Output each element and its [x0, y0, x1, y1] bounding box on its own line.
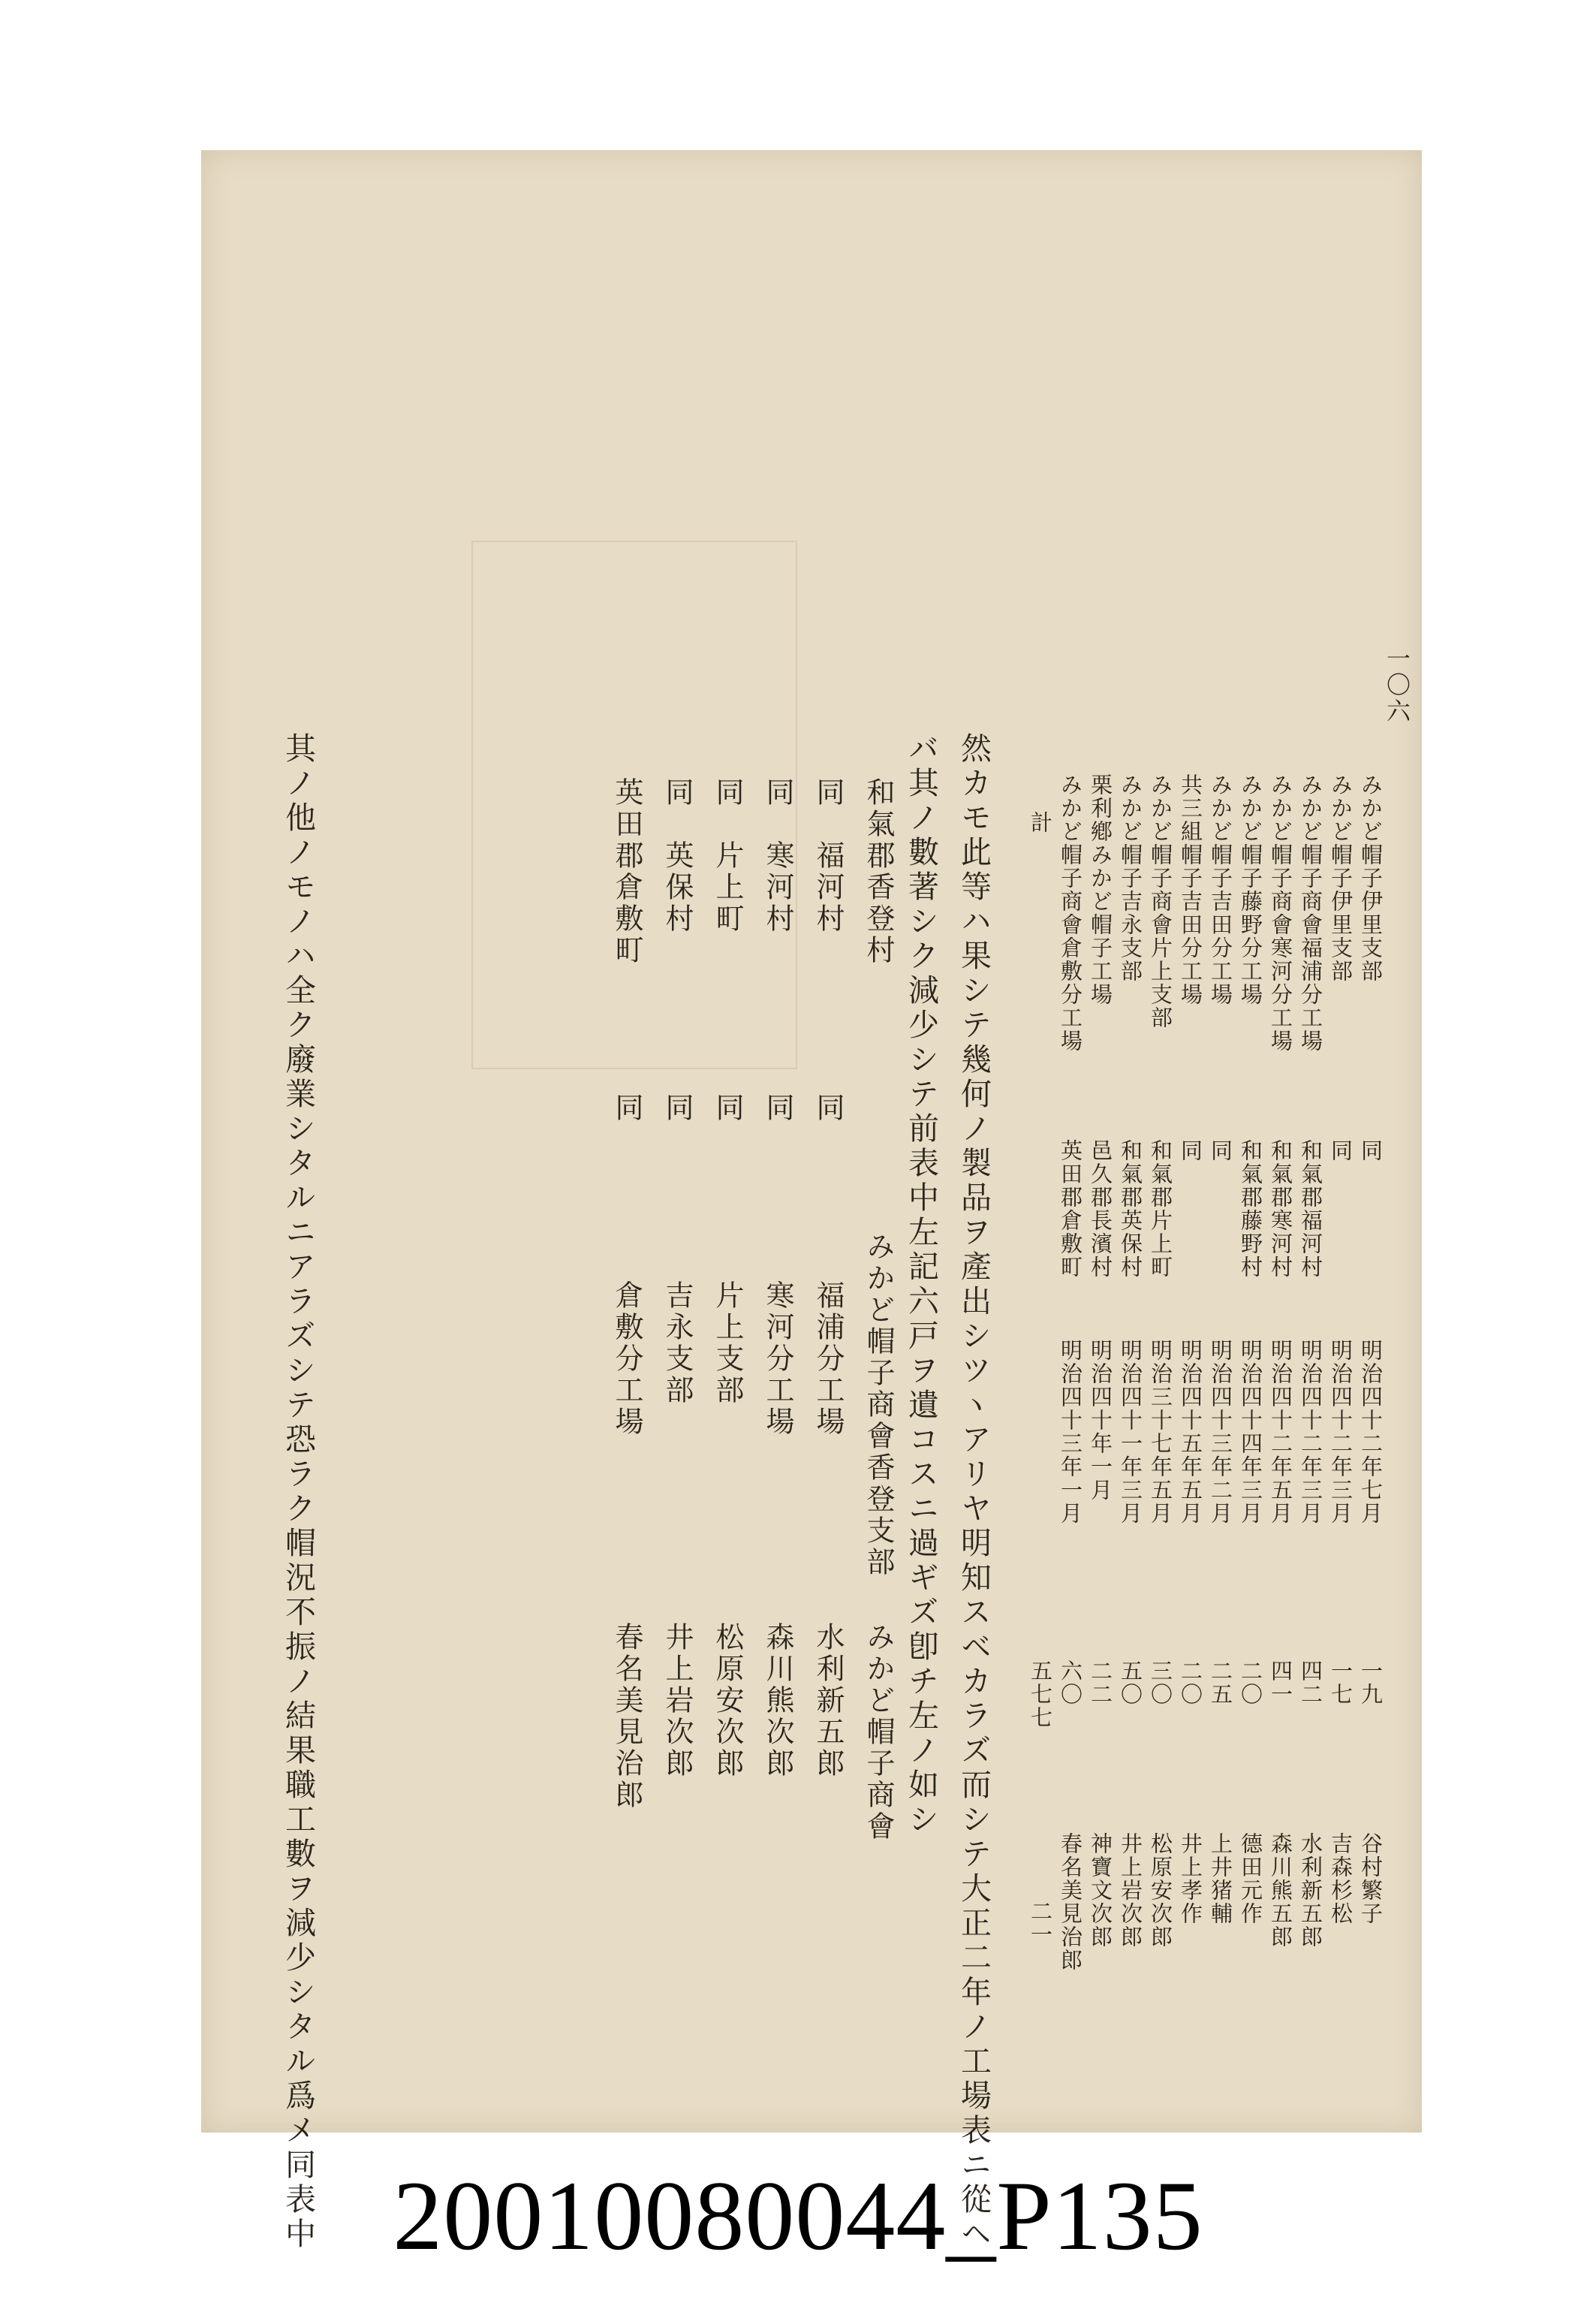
table-owner: 上井猪輔	[1208, 1832, 1233, 1925]
list-owner: 春名美見治郎	[610, 1622, 643, 1811]
table-factory-name: みかど帽子藤野分工場	[1238, 773, 1263, 1006]
paragraph-line: バ其ノ數著シク減少シテ前表中左記六戸ヲ遺コスニ過ギズ卽チ左ノ如シ	[903, 732, 939, 1837]
table-factory-name: みかど帽子商會倉敷分工場	[1058, 773, 1083, 1053]
table-location: 同	[1328, 1139, 1354, 1162]
table-date: 明治四十二年七月	[1358, 1339, 1384, 1525]
list-place: 同 福河村	[812, 777, 845, 935]
table-owner: 德田元作	[1238, 1832, 1263, 1925]
table-owner: 松原安次郎	[1148, 1832, 1173, 1949]
table-date: 明治四十五年五月	[1178, 1339, 1203, 1525]
table-total-count: 二一	[1028, 1900, 1053, 1946]
table-date: 明治四十一年三月	[1118, 1339, 1143, 1525]
table-workers: 一七	[1328, 1659, 1354, 1706]
list-branch: 吉永支部	[661, 1280, 694, 1406]
list-place: 和氣郡香登村	[862, 777, 895, 966]
table-date: 明治四十四年三月	[1238, 1339, 1263, 1525]
table-factory-name: みかど帽子伊里支部	[1358, 773, 1384, 983]
list-owner: 松原安次郎	[711, 1622, 744, 1780]
table-factory-name: みかど帽子商會片上支部	[1148, 773, 1173, 1029]
table-location: 英田郡倉敷町	[1058, 1139, 1083, 1279]
table-factory-name: みかど帽子商會寒河分工場	[1268, 773, 1293, 1053]
list-place: 同 英保村	[661, 777, 694, 935]
list-owner: みかど帽子商會	[862, 1622, 895, 1843]
list-same: 同	[610, 1093, 643, 1124]
table-workers: 六〇	[1058, 1659, 1083, 1706]
table-date: 明治四十年一月	[1088, 1339, 1113, 1502]
table-date: 明治四十三年二月	[1208, 1339, 1233, 1525]
table-owner: 水利新五郎	[1298, 1832, 1323, 1949]
list-place: 英田郡倉敷町	[610, 777, 643, 966]
table-date: 明治四十二年三月	[1328, 1339, 1354, 1525]
list-place: 同 寒河村	[761, 777, 794, 935]
list-branch: 片上支部	[711, 1280, 744, 1406]
list-owner: 水利新五郎	[812, 1622, 845, 1780]
table-owner: 神寶文次郎	[1088, 1832, 1113, 1949]
table-factory-name: 栗利鄕みかど帽子工場	[1088, 773, 1113, 1006]
list-same: 同	[661, 1093, 694, 1124]
table-factory-name: みかど帽子商會福浦分工場	[1298, 773, 1323, 1053]
list-place: 同 片上町	[711, 777, 744, 935]
table-factory-name: みかど帽子伊里支部	[1328, 773, 1354, 983]
table-location: 邑久郡長濱村	[1088, 1139, 1113, 1279]
table-owner: 森川熊五郎	[1268, 1832, 1293, 1949]
table-location: 和氣郡片上町	[1148, 1139, 1173, 1279]
list-branch: みかど帽子商會香登支部	[862, 1231, 895, 1578]
table-owner: 井上孝作	[1178, 1832, 1203, 1925]
table-owner: 井上岩次郎	[1118, 1832, 1143, 1949]
table-owner: 吉森杉松	[1328, 1832, 1354, 1925]
table-workers: 四二	[1298, 1659, 1323, 1706]
table-factory-name: 共三組帽子吉田分工場	[1178, 773, 1203, 1006]
table-workers: 二二	[1088, 1659, 1113, 1706]
table-workers: 二〇	[1178, 1659, 1203, 1706]
table-workers: 四一	[1268, 1659, 1293, 1706]
archive-id-caption: 20010080044_P135	[393, 2160, 1203, 2271]
list-same: 同	[761, 1093, 794, 1124]
page-number: 一〇六	[1383, 646, 1411, 725]
list-branch: 倉敷分工場	[610, 1280, 643, 1438]
table-location: 同	[1358, 1139, 1384, 1162]
table-location: 同	[1208, 1139, 1233, 1162]
list-owner: 森川熊次郎	[761, 1622, 794, 1780]
list-owner: 井上岩次郎	[661, 1622, 694, 1780]
table-date: 明治四十二年五月	[1268, 1339, 1293, 1525]
table-workers: 三〇	[1148, 1659, 1173, 1706]
table-location: 和氣郡藤野村	[1238, 1139, 1263, 1279]
table-owner: 春名美見治郎	[1058, 1832, 1083, 1972]
table-workers: 二五	[1208, 1659, 1233, 1706]
table-owner: 谷村繁子	[1358, 1832, 1384, 1925]
list-same: 同	[711, 1093, 744, 1124]
table-date: 明治四十三年一月	[1058, 1339, 1083, 1525]
list-same: 同	[812, 1093, 845, 1124]
table-total-workers: 五七七	[1028, 1659, 1053, 1729]
paragraph-line: 其ノ他ノモノハ全ク廢業シタルニアラズシテ恐ラク帽況不振ノ結果職工數ヲ減少シタル爲メ同表中	[280, 732, 316, 2252]
table-date: 明治三十七年五月	[1148, 1339, 1173, 1525]
list-branch: 寒河分工場	[761, 1280, 794, 1438]
table-total-label: 計	[1028, 811, 1053, 834]
table-location: 和氣郡福河村	[1298, 1139, 1323, 1279]
table-location: 和氣郡英保村	[1118, 1139, 1143, 1279]
list-branch: 福浦分工場	[812, 1280, 845, 1438]
paragraph-line: 然カモ此等ハ果シテ幾何ノ製品ヲ產出シツヽアリヤ明知スベカラズ而シテ大正二年ノ工場表ニ從ヘ	[956, 732, 992, 2252]
table-workers: 二〇	[1238, 1659, 1263, 1706]
table-factory-name: みかど帽子吉田分工場	[1208, 773, 1233, 1006]
table-date: 明治四十二年三月	[1298, 1339, 1323, 1525]
table-location: 同	[1178, 1139, 1203, 1162]
table-workers: 一九	[1358, 1659, 1384, 1706]
table-factory-name: みかど帽子吉永支部	[1118, 773, 1143, 983]
table-location: 和氣郡寒河村	[1268, 1139, 1293, 1279]
table-workers: 五〇	[1118, 1659, 1143, 1706]
